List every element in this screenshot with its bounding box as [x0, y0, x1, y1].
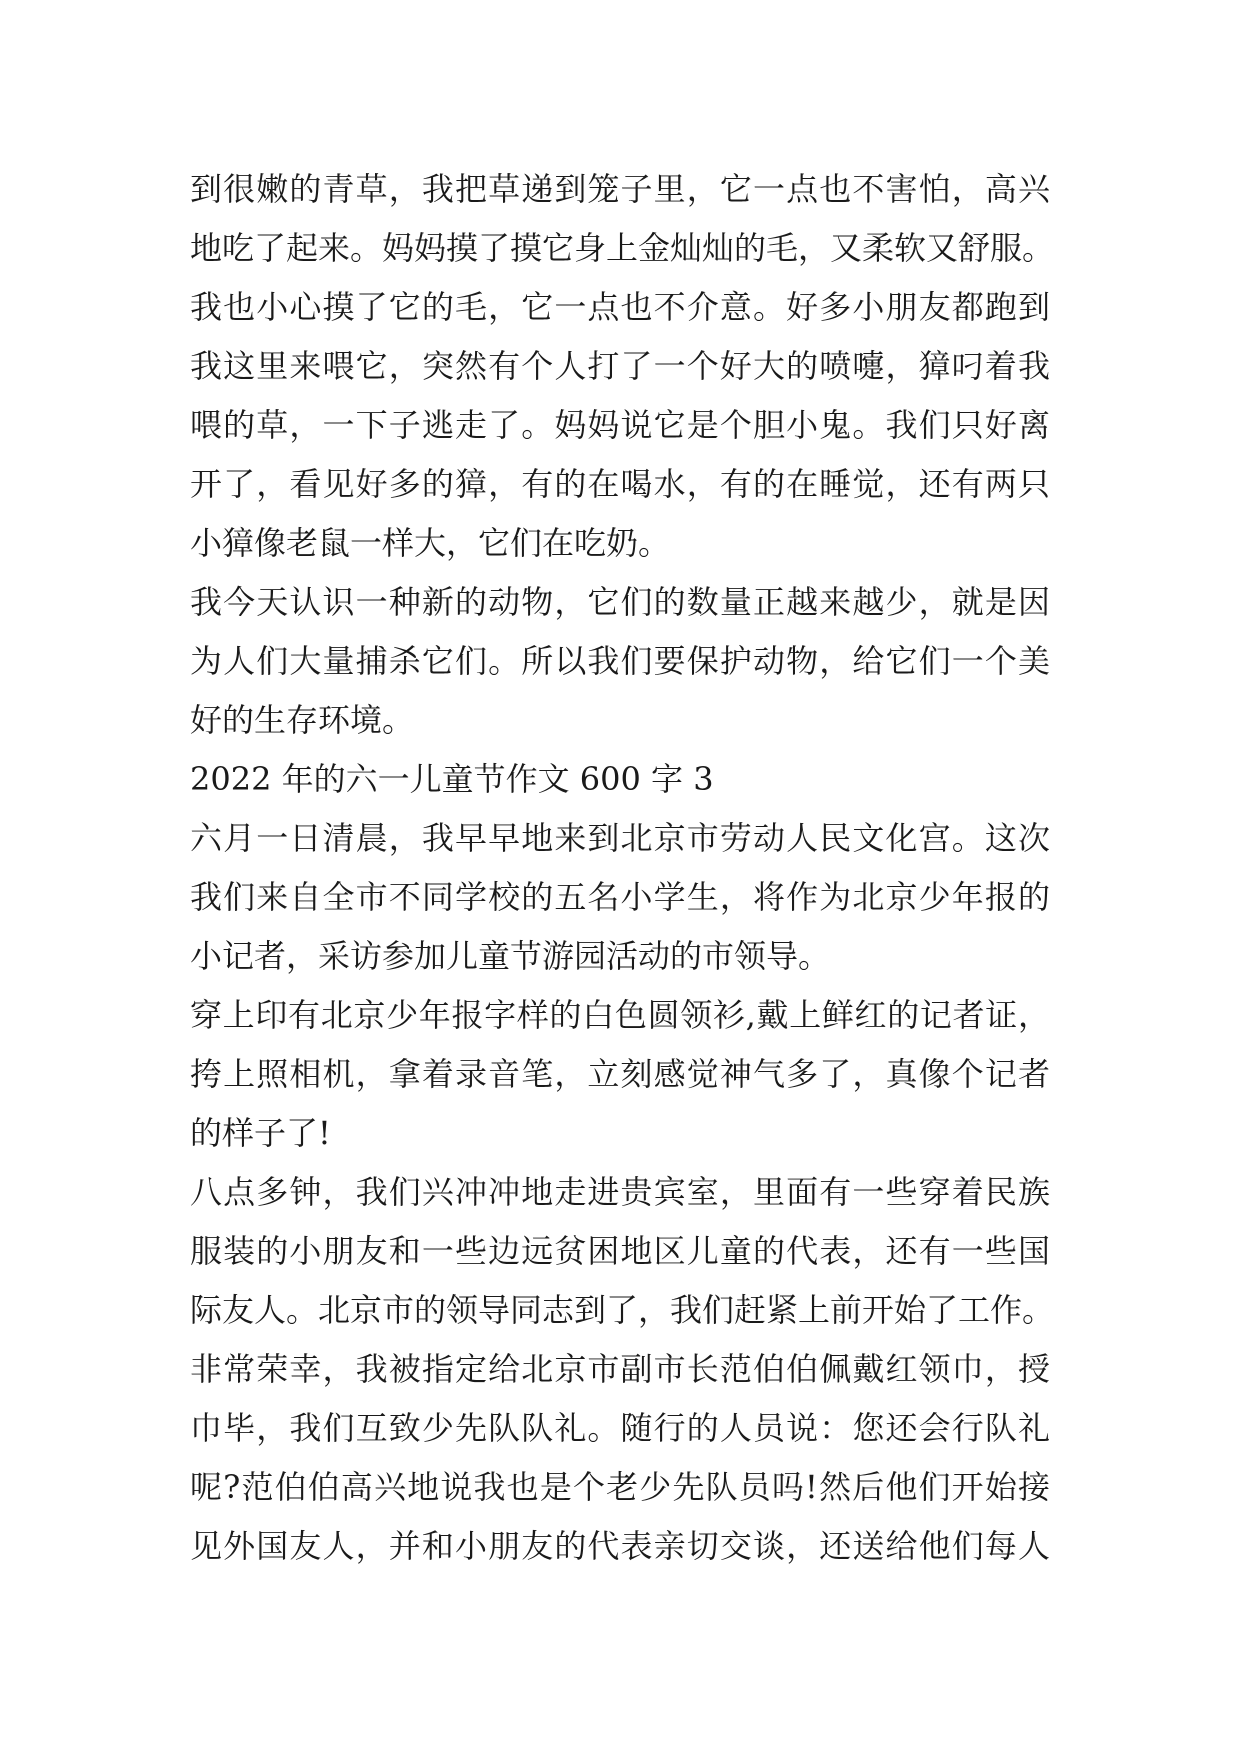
text-line: 穿上印有北京少年报字样的白色圆领衫,戴上鲜红的记者证， [190, 996, 1050, 1034]
text-line: 开了，看见好多的獐，有的在喝水，有的在睡觉，还有两只 [190, 465, 1050, 503]
text-line: 我们来自全市不同学校的五名小学生，将作为北京少年报的 [190, 878, 1050, 916]
text-line: 到很嫩的青草，我把草递到笼子里，它一点也不害怕，高兴 [190, 170, 1050, 208]
text-line: 我这里来喂它，突然有个人打了一个好大的喷嚏，獐叼着我 [190, 347, 1050, 385]
text-line: 小獐像老鼠一样大，它们在吃奶。 [190, 524, 671, 562]
text-line: 巾毕，我们互致少先队队礼。随行的人员说：您还会行队礼 [190, 1409, 1050, 1447]
text-line: 好的生存环境。 [190, 701, 415, 739]
text-line: 小记者，采访参加儿童节游园活动的市领导。 [190, 937, 831, 975]
text-line: 际友人。北京市的领导同志到了，我们赶紧上前开始了工作。 [190, 1291, 1055, 1329]
text-line: 地吃了起来。妈妈摸了摸它身上金灿灿的毛，又柔软又舒服。 [190, 229, 1055, 267]
text-line: 我也小心摸了它的毛，它一点也不介意。好多小朋友都跑到 [190, 288, 1050, 326]
text-line: 的样子了! [190, 1114, 331, 1152]
text-line: 我今天认识一种新的动物，它们的数量正越来越少，就是因 [190, 583, 1050, 621]
text-line: 八点多钟，我们兴冲冲地走进贵宾室，里面有一些穿着民族 [190, 1173, 1050, 1211]
text-line: 六月一日清晨，我早早地来到北京市劳动人民文化宫。这次 [190, 819, 1050, 857]
text-line: 见外国友人，并和小朋友的代表亲切交谈，还送给他们每人 [190, 1527, 1050, 1565]
body-text [190, 160, 1055, 1576]
text-line: 挎上照相机，拿着录音笔，立刻感觉神气多了，真像个记者 [190, 1055, 1050, 1093]
text-line: 非常荣幸，我被指定给北京市副市长范伯伯佩戴红领巾，授 [190, 1350, 1050, 1388]
text-line: 服装的小朋友和一些边远贫困地区儿童的代表，还有一些国 [190, 1232, 1050, 1270]
text-line: 喂的草，一下子逃走了。妈妈说它是个胆小鬼。我们只好离 [190, 406, 1050, 444]
text-line: 为人们大量捕杀它们。所以我们要保护动物，给它们一个美 [190, 642, 1050, 680]
text-line: 呢?范伯伯高兴地说我也是个老少先队员吗!然后他们开始接 [190, 1468, 1050, 1506]
section-heading: 2022 年的六一儿童节作文 600 字 3 [190, 760, 714, 798]
